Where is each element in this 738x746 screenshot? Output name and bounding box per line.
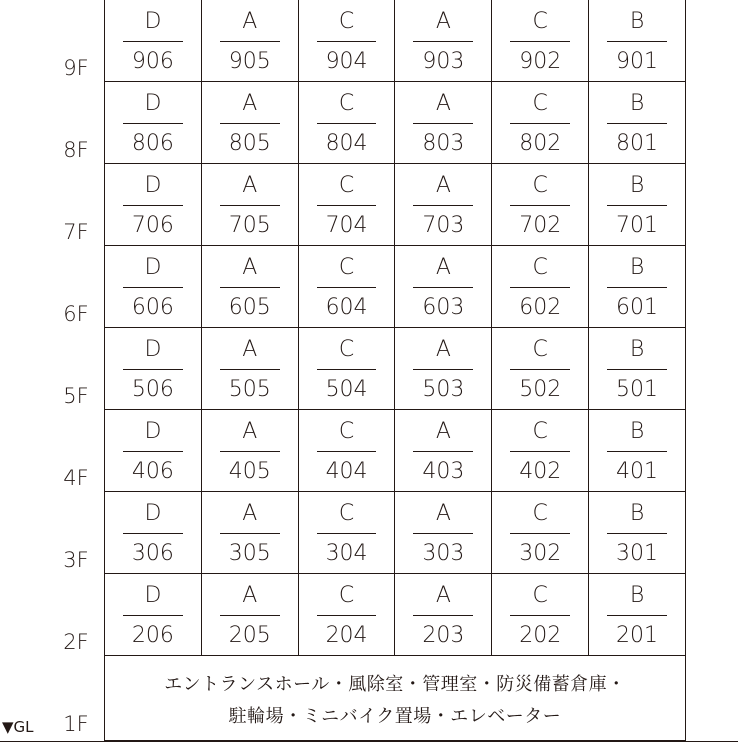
unit-cell <box>492 492 589 573</box>
unit-divider <box>510 205 570 206</box>
unit-divider <box>607 123 667 124</box>
unit-divider <box>607 451 667 452</box>
unit-divider <box>317 287 377 288</box>
unit-number: 206 <box>131 623 174 648</box>
unit-number: 404 <box>325 459 368 484</box>
unit-number: 205 <box>228 623 271 648</box>
unit-type-label: C <box>532 173 548 198</box>
unit-cell <box>299 82 396 163</box>
unit-divider <box>220 369 280 370</box>
unit-divider <box>607 615 667 616</box>
floor-row <box>105 574 685 656</box>
unit-number: 606 <box>131 295 174 320</box>
unit-number: 804 <box>325 131 368 156</box>
unit-cell <box>105 246 202 327</box>
unit-type-label: A <box>435 91 451 116</box>
unit-cell <box>299 574 396 655</box>
unit-divider <box>123 205 183 206</box>
unit-cell <box>589 328 685 409</box>
unit-cell <box>202 246 299 327</box>
unit-divider <box>317 123 377 124</box>
unit-cell <box>105 82 202 163</box>
unit-cell <box>395 410 492 491</box>
unit-number: 503 <box>422 377 465 402</box>
unit-type-label: C <box>338 583 355 608</box>
unit-cell <box>492 82 589 163</box>
unit-type-label: A <box>242 337 258 362</box>
unit-type-label: B <box>629 9 645 34</box>
unit-type-label: C <box>338 173 355 198</box>
unit-type-label: D <box>144 583 162 608</box>
building-section <box>104 0 686 741</box>
unit-cell <box>202 328 299 409</box>
unit-divider <box>413 41 473 42</box>
unit-cell <box>105 574 202 655</box>
unit-divider <box>607 41 667 42</box>
unit-type-label: B <box>629 501 645 526</box>
unit-number: 604 <box>325 295 368 320</box>
unit-type-label: C <box>338 501 355 526</box>
unit-divider <box>510 41 570 42</box>
unit-divider <box>123 41 183 42</box>
floor-label: 4F <box>63 466 89 490</box>
unit-cell <box>589 246 685 327</box>
unit-cell <box>589 410 685 491</box>
unit-divider <box>607 205 667 206</box>
floor-row <box>105 492 685 574</box>
unit-cell <box>395 0 492 81</box>
unit-divider <box>317 369 377 370</box>
unit-type-label: C <box>532 419 548 444</box>
unit-number: 903 <box>422 49 465 74</box>
floor-label: 9F <box>63 56 89 80</box>
unit-divider <box>413 451 473 452</box>
unit-cell <box>492 164 589 245</box>
unit-divider <box>413 123 473 124</box>
unit-number: 801 <box>616 131 659 156</box>
unit-cell <box>395 246 492 327</box>
unit-divider <box>413 369 473 370</box>
unit-cell <box>492 328 589 409</box>
unit-cell <box>492 0 589 81</box>
unit-cell <box>589 574 685 655</box>
unit-type-label: C <box>338 419 355 444</box>
unit-divider <box>413 287 473 288</box>
unit-type-label: B <box>629 419 645 444</box>
unit-number: 702 <box>519 213 562 238</box>
unit-divider <box>220 205 280 206</box>
unit-number: 306 <box>131 541 174 566</box>
unit-number: 806 <box>131 131 174 156</box>
unit-type-label: A <box>435 501 451 526</box>
unit-type-label: C <box>338 255 355 280</box>
unit-type-label: A <box>242 173 258 198</box>
unit-type-label: C <box>338 337 355 362</box>
unit-type-label: A <box>242 419 258 444</box>
unit-cell <box>395 82 492 163</box>
floor-label: 3F <box>63 548 89 572</box>
floor-label-1f: 1F <box>63 712 89 736</box>
unit-cell <box>299 246 396 327</box>
unit-cell <box>299 164 396 245</box>
unit-divider <box>317 205 377 206</box>
floor-row <box>105 0 685 82</box>
unit-number: 902 <box>519 49 562 74</box>
unit-number: 303 <box>422 541 465 566</box>
unit-cell <box>202 574 299 655</box>
unit-type-label: A <box>435 419 451 444</box>
unit-type-label: A <box>435 173 451 198</box>
unit-cell <box>395 164 492 245</box>
unit-divider <box>123 451 183 452</box>
unit-cell <box>105 164 202 245</box>
unit-number: 505 <box>228 377 271 402</box>
unit-divider <box>123 287 183 288</box>
unit-type-label: A <box>242 501 258 526</box>
unit-number: 705 <box>228 213 271 238</box>
unit-divider <box>413 533 473 534</box>
unit-divider <box>413 615 473 616</box>
unit-cell <box>299 492 396 573</box>
unit-divider <box>220 123 280 124</box>
unit-divider <box>317 451 377 452</box>
unit-divider <box>510 615 570 616</box>
unit-number: 904 <box>325 49 368 74</box>
unit-cell <box>299 328 396 409</box>
unit-divider <box>220 451 280 452</box>
unit-number: 603 <box>422 295 465 320</box>
floor-row <box>105 82 685 164</box>
ground-line <box>0 741 738 742</box>
unit-cell <box>202 164 299 245</box>
unit-type-label: A <box>435 337 451 362</box>
unit-cell <box>202 0 299 81</box>
unit-cell <box>589 492 685 573</box>
unit-divider <box>220 41 280 42</box>
unit-cell <box>299 410 396 491</box>
unit-type-label: B <box>629 91 645 116</box>
unit-type-label: C <box>532 501 548 526</box>
unit-divider <box>607 533 667 534</box>
unit-type-label: A <box>435 583 451 608</box>
unit-type-label: D <box>144 173 162 198</box>
unit-number: 703 <box>422 213 465 238</box>
unit-cell <box>492 574 589 655</box>
unit-type-label: A <box>242 583 258 608</box>
unit-number: 203 <box>422 623 465 648</box>
unit-type-label: A <box>435 255 451 280</box>
unit-cell <box>589 82 685 163</box>
ground-floor-facilities-line-1: エントランスホール・風除室・管理室・防災備蓄倉庫・ <box>164 674 626 695</box>
unit-cell <box>589 164 685 245</box>
unit-number: 501 <box>616 377 659 402</box>
unit-cell <box>492 246 589 327</box>
unit-divider <box>123 533 183 534</box>
floor-row <box>105 410 685 492</box>
unit-divider <box>607 369 667 370</box>
unit-number: 901 <box>616 49 659 74</box>
unit-cell <box>105 0 202 81</box>
floor-label: 7F <box>63 220 89 244</box>
unit-cell <box>202 492 299 573</box>
unit-cell <box>395 492 492 573</box>
unit-number: 504 <box>325 377 368 402</box>
floor-row <box>105 328 685 410</box>
unit-number: 304 <box>325 541 368 566</box>
floor-label: 5F <box>63 384 89 408</box>
unit-type-label: A <box>242 255 258 280</box>
unit-divider <box>510 451 570 452</box>
ground-floor <box>105 656 685 740</box>
unit-divider <box>510 123 570 124</box>
unit-number: 803 <box>422 131 465 156</box>
unit-type-label: C <box>532 337 548 362</box>
unit-type-label: D <box>144 9 162 34</box>
floor-labels <box>0 0 104 746</box>
floor-label: 2F <box>63 630 89 654</box>
unit-cell <box>105 410 202 491</box>
unit-divider <box>317 533 377 534</box>
unit-divider <box>607 287 667 288</box>
unit-type-label: D <box>144 337 162 362</box>
unit-number: 805 <box>228 131 271 156</box>
unit-type-label: D <box>144 501 162 526</box>
unit-divider <box>510 287 570 288</box>
unit-number: 201 <box>616 623 659 648</box>
unit-type-label: B <box>629 337 645 362</box>
unit-type-label: C <box>532 9 548 34</box>
unit-type-label: C <box>532 91 548 116</box>
unit-number: 802 <box>519 131 562 156</box>
unit-number: 403 <box>422 459 465 484</box>
unit-number: 706 <box>131 213 174 238</box>
unit-divider <box>123 615 183 616</box>
unit-number: 605 <box>228 295 271 320</box>
unit-divider <box>220 533 280 534</box>
unit-type-label: D <box>144 419 162 444</box>
unit-number: 701 <box>616 213 659 238</box>
unit-cell <box>395 574 492 655</box>
unit-number: 906 <box>131 49 174 74</box>
unit-type-label: B <box>629 173 645 198</box>
unit-cell <box>202 82 299 163</box>
unit-divider <box>220 615 280 616</box>
unit-cell <box>492 410 589 491</box>
unit-type-label: A <box>242 9 258 34</box>
unit-number: 602 <box>519 295 562 320</box>
unit-type-label: C <box>338 91 355 116</box>
unit-number: 305 <box>228 541 271 566</box>
unit-type-label: C <box>532 583 548 608</box>
ground-floor-facilities-line-2: 駐輪場・ミニバイク置場・エレベーター <box>228 706 562 727</box>
floor-row <box>105 164 685 246</box>
unit-divider <box>510 533 570 534</box>
unit-divider <box>317 615 377 616</box>
unit-number: 905 <box>228 49 271 74</box>
unit-cell <box>105 328 202 409</box>
unit-number: 704 <box>325 213 368 238</box>
unit-type-label: B <box>629 255 645 280</box>
unit-number: 202 <box>519 623 562 648</box>
unit-cell <box>202 410 299 491</box>
unit-number: 601 <box>616 295 659 320</box>
unit-divider <box>123 369 183 370</box>
floor-row <box>105 246 685 328</box>
unit-type-label: D <box>144 91 162 116</box>
unit-number: 406 <box>131 459 174 484</box>
unit-type-label: B <box>629 583 645 608</box>
unit-number: 302 <box>519 541 562 566</box>
unit-number: 506 <box>131 377 174 402</box>
unit-number: 204 <box>325 623 368 648</box>
unit-type-label: D <box>144 255 162 280</box>
unit-cell <box>589 0 685 81</box>
unit-number: 405 <box>228 459 271 484</box>
unit-divider <box>123 123 183 124</box>
unit-cell <box>395 328 492 409</box>
floor-label: 8F <box>63 138 89 162</box>
unit-divider <box>510 369 570 370</box>
unit-type-label: C <box>532 255 548 280</box>
floor-label: 6F <box>63 302 89 326</box>
unit-divider <box>317 41 377 42</box>
ground-level-marker: ▼GL <box>2 718 34 736</box>
unit-divider <box>220 287 280 288</box>
unit-divider <box>413 205 473 206</box>
unit-number: 301 <box>616 541 659 566</box>
unit-type-label: A <box>435 9 451 34</box>
unit-number: 502 <box>519 377 562 402</box>
unit-cell <box>105 492 202 573</box>
unit-type-label: A <box>242 91 258 116</box>
unit-number: 401 <box>616 459 659 484</box>
unit-type-label: C <box>338 9 355 34</box>
unit-number: 402 <box>519 459 562 484</box>
unit-cell <box>299 0 396 81</box>
